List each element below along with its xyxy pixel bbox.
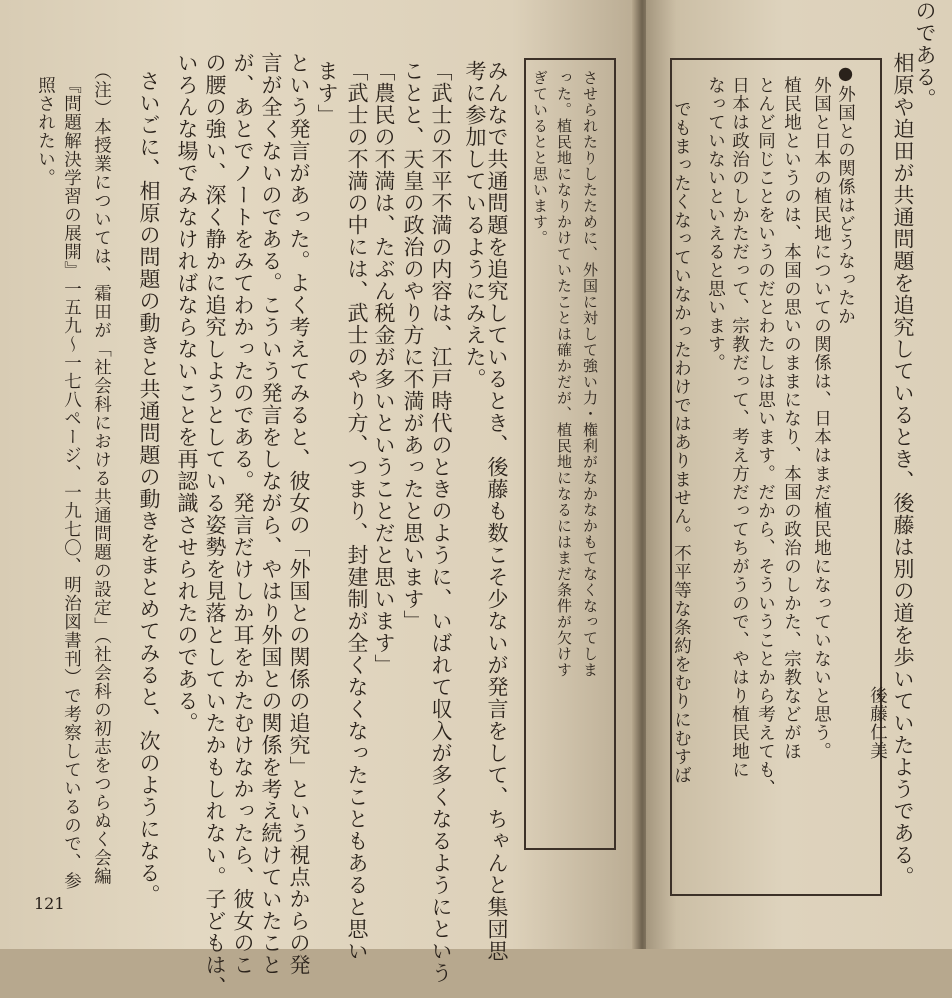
boxed-quote-line: なっていないといえると思います。: [705, 76, 726, 372]
body-text-line: 「武士の不平不満の内容は、江戸時代のときのように、いばれて収入が多くなるようにという: [429, 60, 453, 984]
body-text-line: 言が全くないのである。こういう発言をしながら、やはり外国との関係を考え続けていたこと: [259, 52, 283, 976]
quote-author: 後藤仁美: [867, 686, 888, 760]
body-text-line: ます」: [315, 60, 339, 126]
body-text-line: の腰の強い、深く静かに追究しようとしている姿勢を見落としていたかもしれない。子どもは、: [203, 52, 227, 998]
boxed-quote-line: 日本は政治のしかただって、宗教だって、考え方だってちがうので、やはり植民地に: [729, 76, 750, 779]
body-text-line: 「農民の不満は、たぶん税金が多いということだと思います」: [372, 60, 396, 676]
boxed-quote-line: させられたりしたために、外国に対して強い力・権利がなかなかもてなくなってしま: [581, 70, 599, 678]
body-text-line: ことと、天皇の政治のやり方に不満があったと思います」: [401, 60, 425, 632]
boxed-quote-line: った。植民地になりかけていたことは確かだが、植民地になるにはまだ条件が欠けす: [555, 70, 573, 678]
footnote-line: （注）本授業については、霜田が「社会科における共通問題の設定」（社会科の初志をつらぬく会編: [91, 62, 112, 886]
boxed-quote-line: 外国と日本の植民地についての関係は、日本はまだ植民地になっていないと思う。: [811, 76, 832, 761]
body-text-line: のである。: [913, 0, 937, 110]
body-text-line: 考に参加しているようにみえた。: [463, 60, 487, 390]
right-page: [646, 0, 952, 949]
boxed-quote-line: でもまったくなっていなかったわけではありません。不平等な条約をむりにむすば: [671, 100, 692, 785]
body-text-line: いろんな場でみなければならないことを再認識させられたのである。: [175, 52, 199, 734]
footnote-line: 照されたい。: [35, 76, 56, 187]
body-text-line: さいごに、相原の問題の動きと共通問題の動きをまとめてみると、次のようになる。: [137, 70, 161, 906]
boxed-quote-line: とんど同じことをいうのだとわたしは思います。だから、そういうことから考えても、: [755, 76, 776, 798]
body-text-line: 「武士の不満の中には、武士のやり方、つまり、封建制が全くなくなったこともあると思い: [345, 60, 369, 962]
page-number: 121: [34, 894, 65, 913]
boxed-quote-line: ●外国との関係はどうなったか: [835, 64, 856, 326]
body-text-line: みんなで共通問題を追究しているとき、後藤も数こそ少ないが発言をして、ちゃんと集団思: [485, 60, 509, 962]
body-text-line: 相原や迫田が共通問題を追究しているとき、後藤は別の道を歩いていたようである。: [891, 52, 915, 888]
footnote-line: 『問題解決学習の展開』一五九〜一七八ページ、一九七〇、明治図書刊）で考察しているので、参: [61, 76, 82, 890]
boxed-quote-line: 植民地というのは、本国の思いのままになり、本国の政治のしかた、宗教などがほ: [781, 76, 802, 761]
body-text-line: が、あとでノートをみてわかったのである。発言だけしか耳をかたむけなかったら、彼女のこ: [231, 52, 255, 976]
boxed-quote-line: ぎているとと思います。: [531, 70, 549, 246]
body-text-line: という発言があった。よく考えてみると、彼女の「外国との関係の追究」という視点からの発: [287, 52, 311, 976]
